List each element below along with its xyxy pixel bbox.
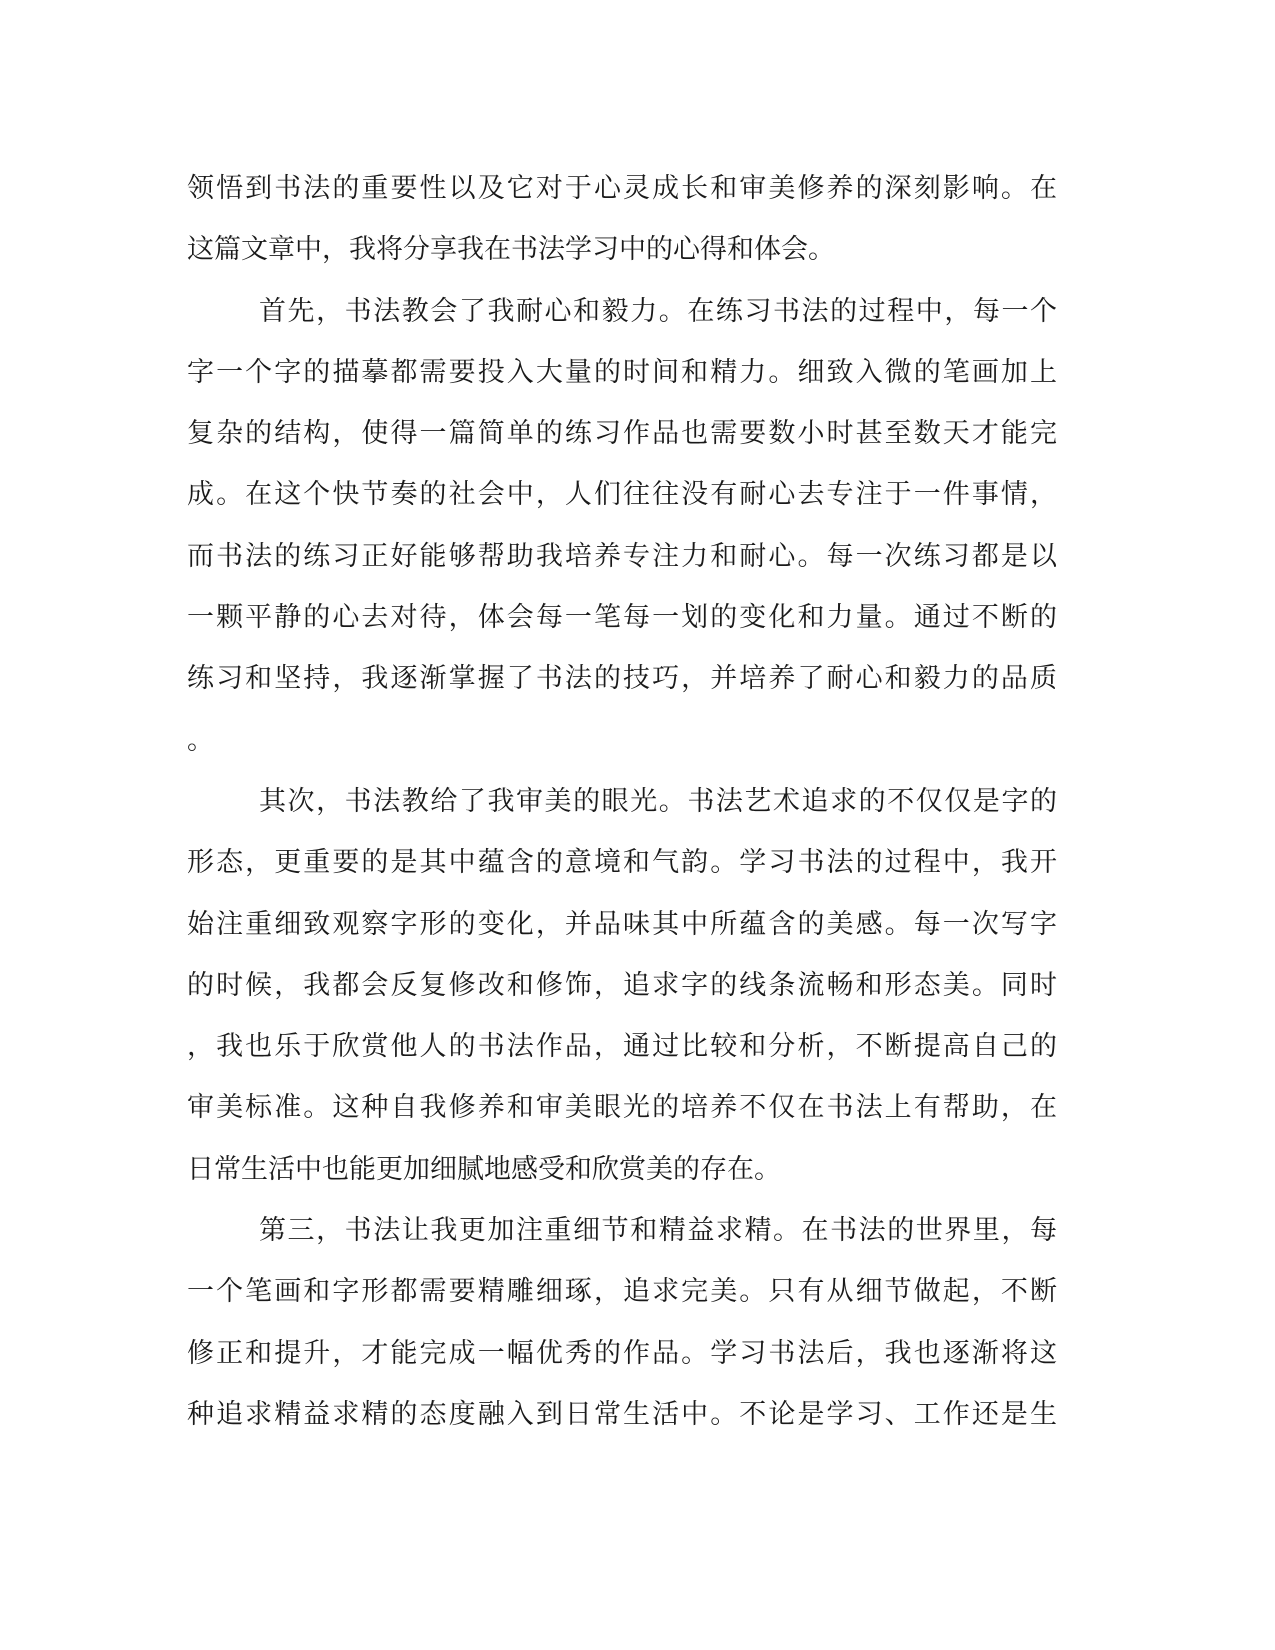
text-line: 这篇文章中，我将分享我在书法学习中的心得和体会。 — [187, 234, 835, 266]
text-line: 种追求精益求精的态度融入到日常生活中。不论是学习、工作还是生 — [187, 1398, 1057, 1430]
text-line: 形态，更重要的是其中蕴含的意境和气韵。学习书法的过程中，我开 — [187, 847, 1057, 879]
text-line: 修正和提升，才能完成一幅优秀的作品。学习书法后，我也逐渐将这 — [187, 1337, 1057, 1369]
text-line: 成。在这个快节奏的社会中，人们往往没有耐心去专注于一件事情， — [187, 479, 1057, 511]
text-line: 始注重细致观察字形的变化，并品味其中所蕴含的美感。每一次写字 — [187, 908, 1057, 940]
body-text — [187, 158, 1057, 1445]
text-line: 其次，书法教给了我审美的眼光。书法艺术追求的不仅仅是字的 — [259, 785, 1057, 817]
text-line: ，我也乐于欣赏他人的书法作品，通过比较和分析，不断提高自己的 — [187, 1031, 1057, 1063]
text-line: 首先，书法教会了我耐心和毅力。在练习书法的过程中，每一个 — [259, 295, 1057, 327]
text-line: 字一个字的描摹都需要投入大量的时间和精力。细致入微的笔画加上 — [187, 356, 1057, 388]
text-line: 一颗平静的心去对待，体会每一笔每一划的变化和力量。通过不断的 — [187, 602, 1057, 634]
text-line: 复杂的结构，使得一篇简单的练习作品也需要数小时甚至数天才能完 — [187, 418, 1057, 450]
text-line: 。 — [187, 724, 214, 756]
text-line: 审美标准。这种自我修养和审美眼光的培养不仅在书法上有帮助，在 — [187, 1092, 1057, 1124]
text-line: 第三，书法让我更加注重细节和精益求精。在书法的世界里，每 — [259, 1215, 1057, 1247]
text-line: 而书法的练习正好能够帮助我培养专注力和耐心。每一次练习都是以 — [187, 540, 1057, 572]
paragraph-1 — [187, 158, 1057, 281]
text-line: 的时候，我都会反复修改和修饰，追求字的线条流畅和形态美。同时 — [187, 969, 1057, 1001]
text-line: 领悟到书法的重要性以及它对于心灵成长和审美修养的深刻影响。在 — [187, 173, 1057, 204]
text-line: 日常生活中也能更加细腻地感受和欣赏美的存在。 — [187, 1153, 781, 1185]
paragraph-2 — [187, 281, 1057, 771]
text-line: 练习和坚持，我逐渐掌握了书法的技巧，并培养了耐心和毅力的品质 — [187, 663, 1057, 695]
paragraph-4 — [187, 1200, 1057, 1445]
paragraph-3 — [187, 771, 1057, 1200]
text-line: 一个笔画和字形都需要精雕细琢，追求完美。只有从细节做起，不断 — [187, 1276, 1057, 1308]
